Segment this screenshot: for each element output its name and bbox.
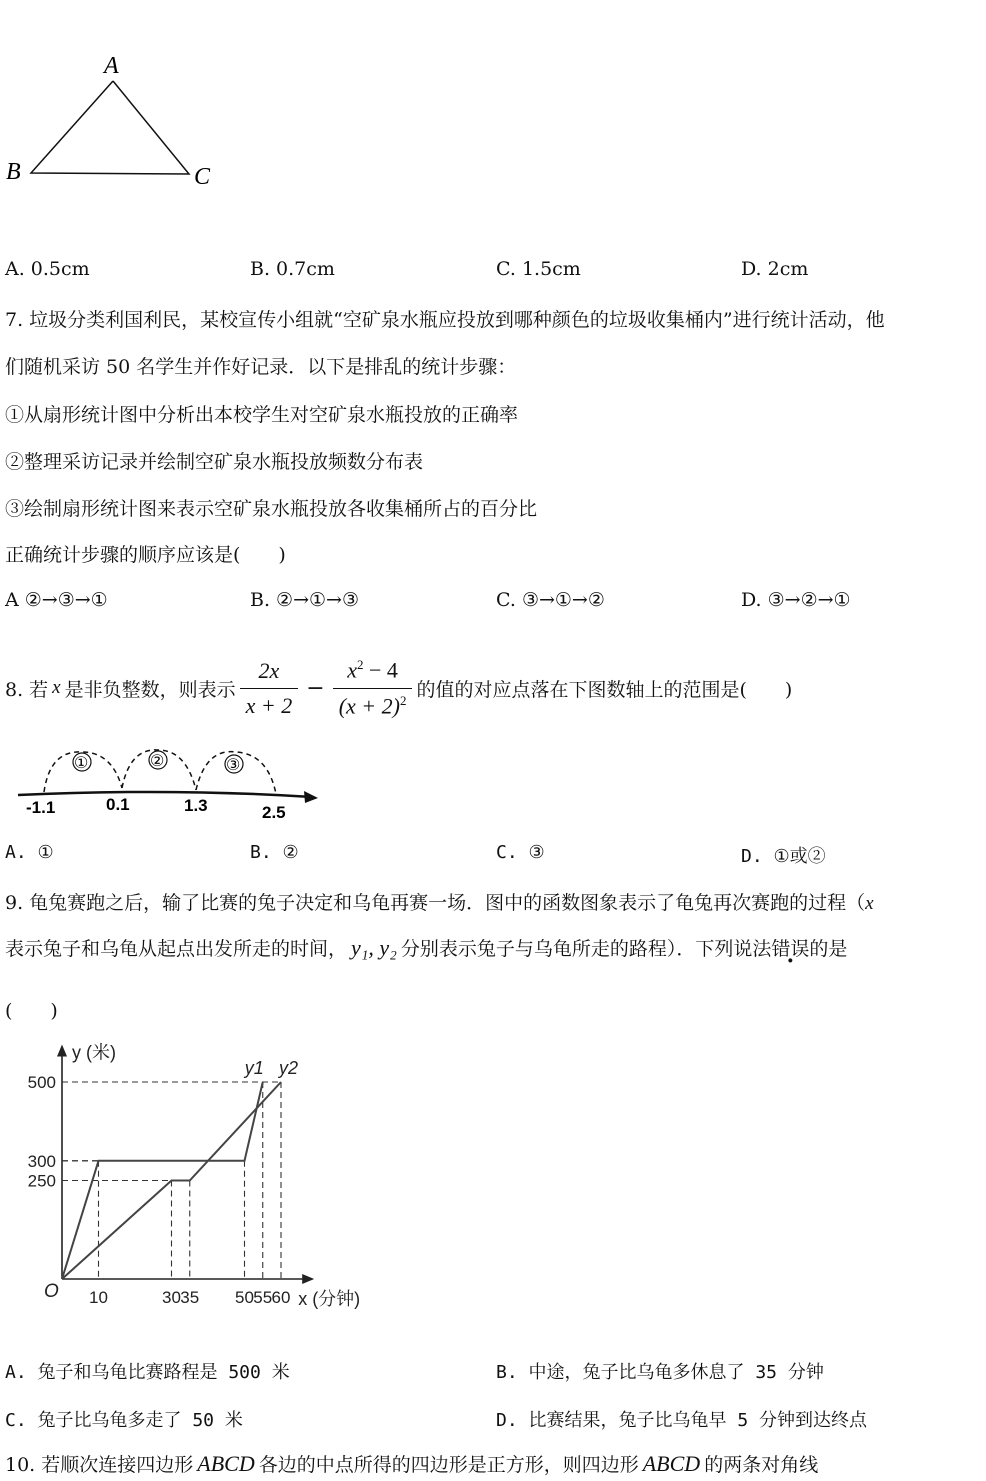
q7-option-b[interactable]: B. ②→①→③: [250, 589, 359, 611]
series-label-y2: y2: [279, 1058, 299, 1078]
vertex-c-label: C: [194, 164, 211, 190]
x-tick-label: 50: [235, 1288, 254, 1307]
question-10: 10. 若顺次连接四边形 ABCD 各边的中点所得的四边形是正方形，则四边形 ABCD 的两条对角线: [5, 1451, 819, 1476]
q9-option-b[interactable]: B. 中途，兔子比乌龟多休息了 35 分钟: [496, 1362, 824, 1383]
q9-option-c[interactable]: C. 兔子比乌龟多走了 50 米: [5, 1410, 243, 1431]
x-axis-label: x (分钟): [298, 1289, 361, 1309]
q9-line3: ( ): [5, 1000, 58, 1022]
q8-frac1-numerator: 2x: [240, 658, 299, 689]
q9-option-a[interactable]: A. 兔子和乌龟比赛路程是 500 米: [5, 1362, 290, 1383]
vertex-a-label: A: [104, 53, 119, 79]
number-line-axis: [18, 792, 312, 797]
region-label-3: ③: [226, 757, 241, 774]
region-label-2: ②: [150, 753, 165, 770]
region-label-1: ①: [74, 755, 89, 772]
x-tick-label: 30: [162, 1288, 181, 1307]
q8-minus: −: [306, 675, 325, 701]
triangle-figure: [0, 40, 240, 200]
y-axis-arrow: [57, 1044, 67, 1056]
origin-label: O: [44, 1281, 59, 1302]
q9-emphasis: 错误: [771, 938, 810, 960]
q7-step2: ②整理采访记录并绘制空矿泉水瓶投放频数分布表: [5, 451, 424, 473]
number-line-arrow: [304, 791, 318, 803]
q6-option-a[interactable]: A. 0.5cm: [5, 258, 90, 280]
axis-label-neg1-1: -1.1: [26, 798, 56, 817]
q7-question: 正确统计步骤的顺序应该是( ): [5, 544, 286, 566]
y-axis-label: y (米): [72, 1042, 116, 1063]
question-8: [5, 648, 792, 728]
q9-line1: 9. 龟兔赛跑之后，输了比赛的兔子决定和乌龟再赛一场．图中的函数图象表示了龟兔再次赛跑的过程（x: [5, 892, 874, 914]
y-tick-label: 500: [27, 1073, 56, 1092]
vertex-b-label: B: [6, 159, 21, 185]
q7-line2: 们随机采访 50 名学生并作好记录．以下是排乱的统计步骤：: [5, 356, 517, 378]
triangle-shape: [31, 81, 189, 174]
q7-line1: 7. 垃圾分类利国利民，某校宣传小组就“空矿泉水瓶应投放到哪种颜色的垃圾收集桶内”进行统计活动，他: [5, 309, 885, 331]
x-axis-arrow: [302, 1274, 314, 1284]
q8-var-x: x: [52, 677, 61, 698]
q9-line2: 表示兔子和乌龟从起点出发所走的时间， y₁, y₂ 分别表示兔子与乌龟所走的路程）．下列说法错误的是: [5, 935, 848, 960]
q9-option-d[interactable]: D. 比赛结果，兔子比乌龟早 5 分钟到达终点: [496, 1410, 868, 1431]
q8-mid: 是非负整数，则表示: [64, 678, 236, 701]
q8-option-d[interactable]: D. ①或②: [741, 846, 826, 867]
q8-fraction-1: [240, 658, 299, 719]
q8-fraction-2: [333, 657, 413, 719]
q6-option-b[interactable]: B. 0.7cm: [250, 258, 335, 280]
q7-step1: ①从扇形统计图中分析出本校学生对空矿泉水瓶投放的正确率: [5, 404, 519, 426]
race-chart: [0, 1042, 390, 1320]
q8-prefix: 8. 若: [5, 678, 49, 701]
q7-option-d[interactable]: D. ③→②→①: [741, 589, 851, 611]
q8-option-c[interactable]: C. ③: [496, 842, 545, 863]
y-tick-label: 250: [27, 1171, 56, 1191]
q7-option-a[interactable]: A ②→③→①: [5, 589, 108, 611]
q6-option-d[interactable]: D. 2cm: [741, 258, 809, 280]
x-tick-label: 55: [253, 1288, 273, 1307]
q8-option-b[interactable]: B. ②: [250, 842, 299, 863]
q8-suffix: 的值的对应点落在下图数轴上的范围是( ): [416, 678, 793, 701]
q8-option-a[interactable]: A. ①: [5, 842, 54, 863]
axis-label-0-1: 0.1: [106, 795, 130, 814]
q7-option-c[interactable]: C. ③→①→②: [496, 589, 605, 611]
axis-label-2-5: 2.5: [262, 803, 286, 822]
y-tick-label: 300: [27, 1151, 56, 1171]
q7-step3: ③绘制扇形统计图来表示空矿泉水瓶投放各收集桶所占的百分比: [5, 498, 538, 520]
x-tick-label: 35: [180, 1288, 200, 1307]
axis-label-1-3: 1.3: [184, 796, 208, 815]
x-tick-label: 10: [89, 1288, 108, 1307]
q8-frac1-denominator: x + 2: [245, 692, 293, 718]
q8-frac2-denominator: $(x + 2)^2$: [338, 692, 407, 718]
series-label-y1: y1: [244, 1058, 264, 1078]
q8-frac2-numerator: $x^2 - 4$: [333, 657, 413, 688]
q6-option-c[interactable]: C. 1.5cm: [496, 258, 581, 280]
number-line-figure: [0, 740, 340, 830]
x-tick-label: 60: [271, 1288, 291, 1307]
